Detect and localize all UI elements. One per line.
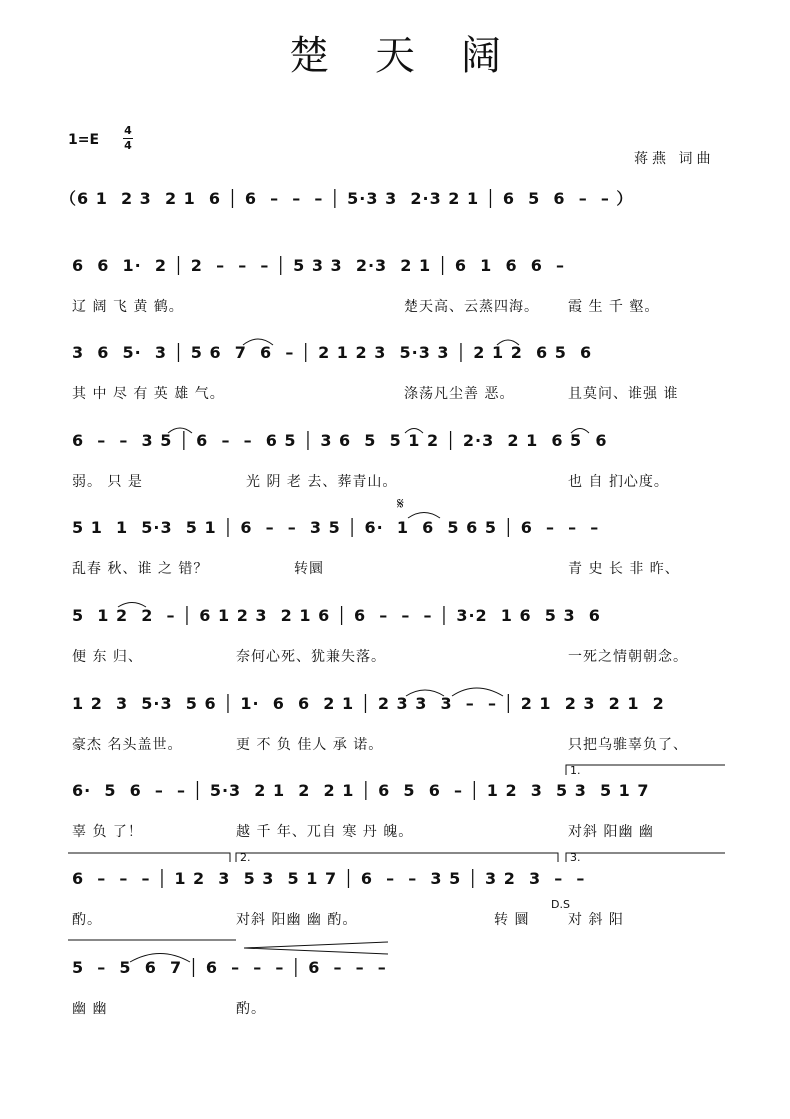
lyric-phrase: 酌。	[72, 912, 102, 928]
notation-line: 5 1 2 2 – │ 6 1 2 3 2 1 6 │ 6 – – – │ 3·2 1 6 5 3 6	[72, 606, 601, 625]
lyric-phrase: 涤荡凡尘善 恶。	[404, 386, 515, 402]
notation-line: 3 6 5· 3 │ 5 6 7 6 – │ 2 1 2 3 5·3 3 │ 2 1 2 6 5 6	[72, 343, 593, 362]
lyric-phrase: 对斜 阳幽 幽 酌。	[236, 912, 358, 928]
time-sig-bottom: 4	[124, 139, 132, 152]
lyric-phrase: 辽 阔 飞 黄 鹤。	[72, 299, 184, 315]
lyric-phrase: 辜 负 了！	[72, 824, 143, 840]
lyric-phrase: 幽 幽	[72, 1001, 108, 1017]
notation-line: 6 – – – │ 1 2 3 5 3 5 1 7 │ 6 – – 3 5 │ 3 2 3 – –	[72, 869, 586, 888]
notation-line: 6· 5 6 – – │ 5·3 2 1 2 2 1 │ 6 5 6 – │ 1 2 3 5 3 5 1 7	[72, 781, 650, 800]
lyric-phrase: 只把乌骓辜负了、	[568, 737, 688, 753]
notation-line: （6 1 2 3 2 1 6 │ 6 – – – │ 5·3 3 2·3 2 1 │ 6 5 6 – – ）	[60, 189, 634, 208]
notation-line: 5 – 5 6 7 │ 6 – – – │ 6 – – –	[72, 958, 387, 977]
lyric-phrase: 霞 生 千 壑。	[568, 299, 660, 315]
lyric-phrase: 酌。	[236, 1001, 266, 1017]
notation-line: 5 1 1 5·3 5 1 │ 6 – – 3 5 │ 6· 1 6 5 6 5 │ 6 – – –	[72, 518, 600, 537]
author-credit: 蒋燕 词曲	[634, 151, 715, 167]
lyric-phrase: 青 史 长 非 昨、	[568, 561, 680, 577]
lyric-phrase: 其 中 尽 有 英 雄 气。	[72, 386, 225, 402]
lyric-phrase: 越 千 年、兀自 寒 丹 魄。	[236, 824, 414, 840]
time-sig-top: 4	[124, 124, 132, 137]
lyric-phrase: 豪杰 名头盖世。	[72, 737, 183, 753]
lyric-phrase: 一死之情朝朝念。	[568, 649, 688, 665]
lyric-phrase: 更 不 负 佳人 承 诺。	[236, 737, 384, 753]
lyric-phrase: 光 阴 老 去、葬青山。	[246, 474, 398, 490]
volta-2: 2.	[240, 851, 251, 864]
lyric-phrase: 且莫问、谁强 谁	[568, 386, 679, 402]
key-signature: 1=E	[68, 132, 100, 148]
lyric-phrase: 转 圜	[494, 912, 530, 928]
lyric-phrase: 弱。 只 是	[72, 474, 143, 490]
lyric-phrase: 转圜	[294, 561, 324, 577]
lyric-phrase: 楚天高、云蒸四海。	[404, 299, 539, 315]
lyric-phrase: 对斜 阳幽 幽	[568, 824, 654, 840]
notation-line: 1 2 3 5·3 5 6 │ 1· 6 6 2 1 │ 2 3 3 3 – – │ 2 1 2 3 2 1 2	[72, 694, 665, 713]
lyric-phrase: 奈何心死、犹兼失落。	[236, 649, 386, 665]
segno-mark: 𝄋	[397, 494, 404, 513]
notation-line: 6 6 1· 2 │ 2 – – – │ 5 3 3 2·3 2 1 │ 6 1 6 6 –	[72, 256, 565, 275]
notation-line: 6 – – 3 5 │ 6 – – 6 5 │ 3 6 5 5 1 2 │ 2·3 2 1 6 5 6	[72, 431, 608, 450]
lyric-phrase: 便 东 归、	[72, 649, 143, 665]
volta-3: 3.	[570, 851, 581, 864]
page-title: 楚天阔	[289, 33, 547, 79]
volta-1: 1.	[570, 764, 581, 777]
ds-mark: D.S	[551, 898, 570, 911]
lyric-phrase: 对 斜 阳	[568, 912, 624, 928]
lyric-phrase: 也 自 扪心度。	[568, 474, 669, 490]
lyric-phrase: 乱春 秋、谁 之 错？	[72, 561, 209, 577]
